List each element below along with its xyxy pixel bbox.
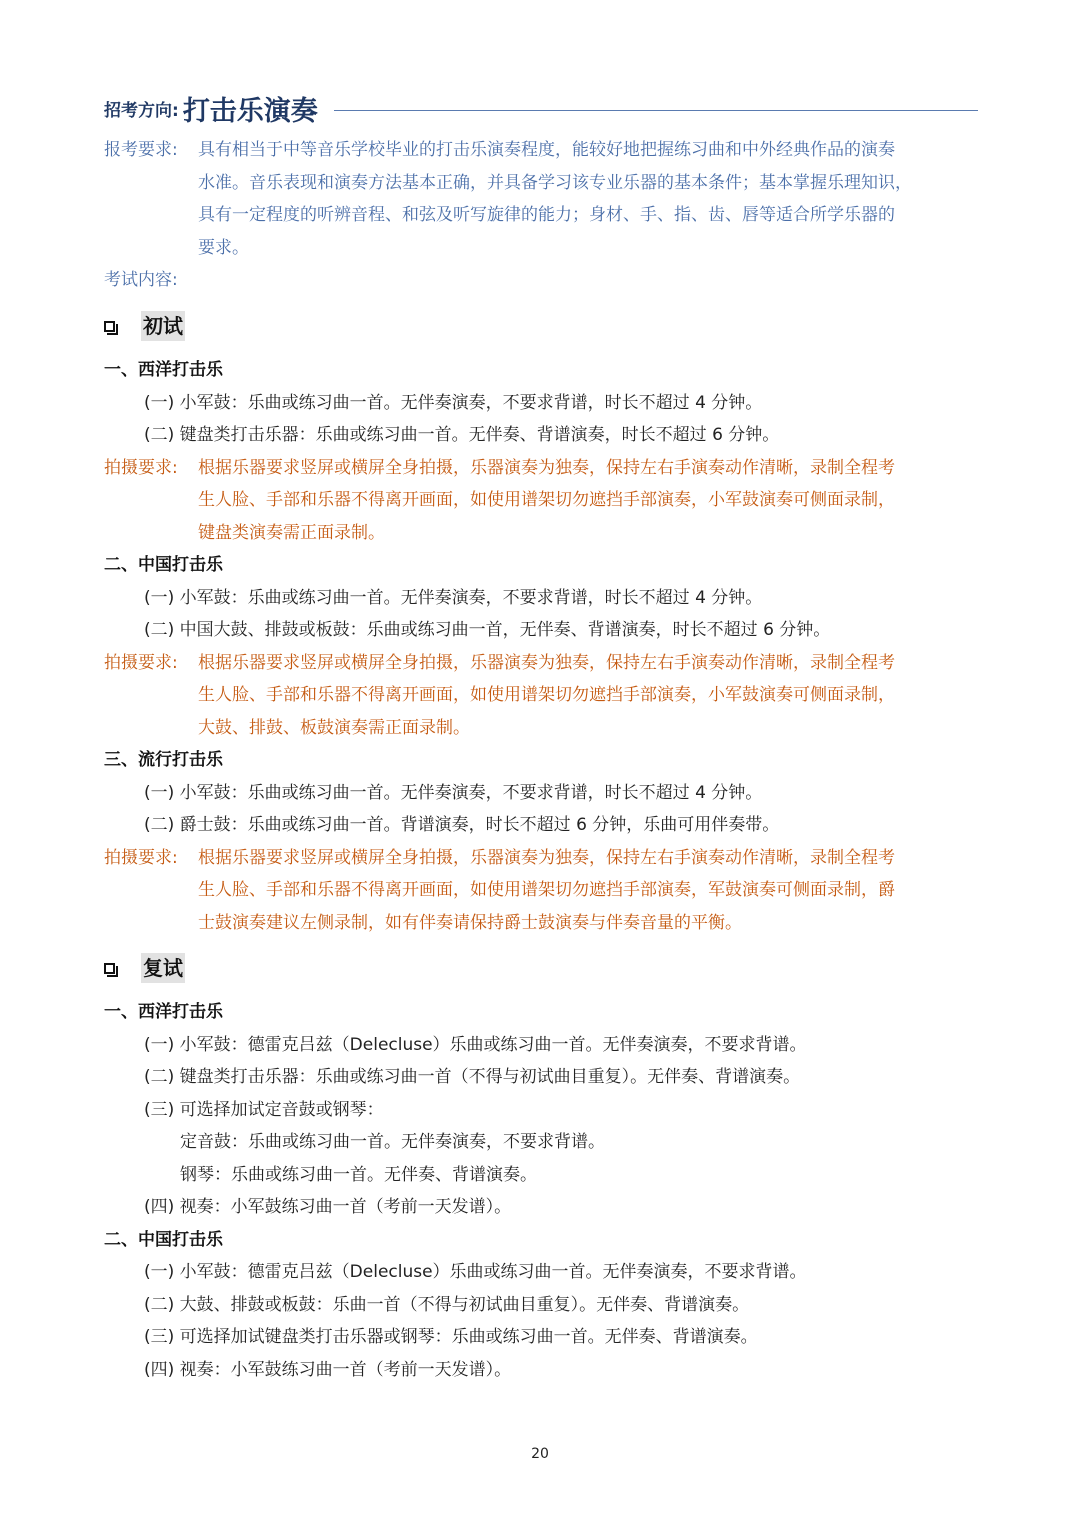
section-header <box>104 88 978 128</box>
page-number: 20 <box>531 1446 549 1462</box>
retest-chinese-heading: 二、中国打击乐 <box>104 1230 223 1250</box>
requirements-label: 报考要求: <box>104 140 178 160</box>
prelim-western-heading: 一、西洋打击乐 <box>104 360 223 380</box>
checkbox-square-icon <box>104 963 115 974</box>
checkbox-square-icon <box>104 321 115 332</box>
retest-section-title: 复试 <box>104 953 185 983</box>
header-label: 招考方向: <box>104 100 179 121</box>
prelim-section-title: 初试 <box>104 311 185 341</box>
header-rule <box>334 110 978 111</box>
header-title: 打击乐演奏 <box>182 95 318 127</box>
retest-western-heading: 一、西洋打击乐 <box>104 1002 223 1022</box>
prelim-pop-heading: 三、流行打击乐 <box>104 750 223 770</box>
prelim-chinese-heading: 二、中国打击乐 <box>104 555 223 575</box>
